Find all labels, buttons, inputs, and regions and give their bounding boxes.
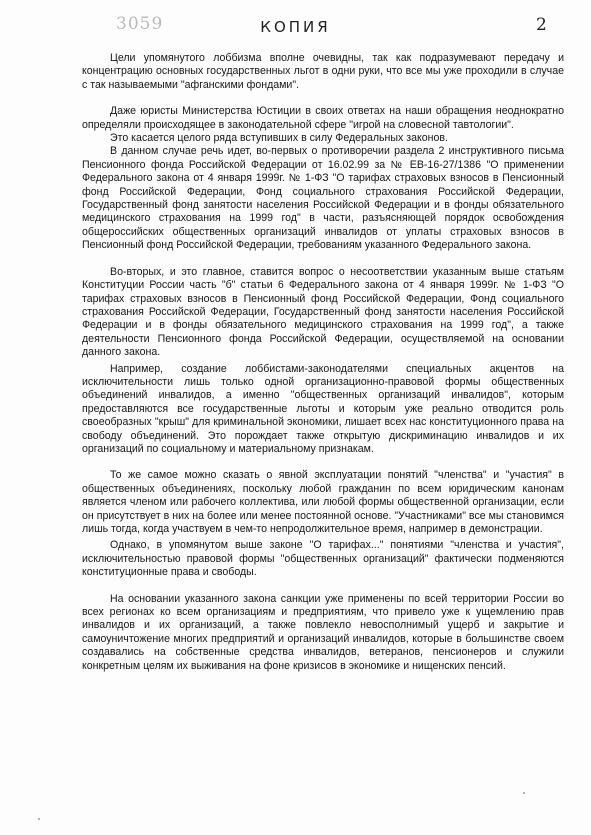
paragraph-ministry-justice: Даже юристы Министерства Юстиции в своих ответах на наши обращения неоднократно определяли происходящее в законодательной сфере "игрой на словесной тавтологии". xyxy=(82,105,564,131)
copy-mark: КОПИЯ xyxy=(260,18,331,36)
paragraph-tariffs-law: Однако, в упомянутом выше законе "О тарифах..." понятиями "членства и участия", исключительностью правовой формы "общественных организаций" фактически подменяются конституционные права и свободы. xyxy=(82,539,564,579)
scan-speck xyxy=(38,818,40,820)
paragraph-first-contradiction: В данном случае речь идет, во-первых о противоречии раздела 2 инструктивного письма Пенсионного фонда Российской Федерации от 16.02.99 за № ЕВ-16-27/1386 "О применении Федерального закона от 4 января 1999г. № 1-ФЗ "О тарифах страховых взносов в Пенсионный фонд Российской Федерации, Фонд социального страхования Российской Федерации, Государственный фонд занятости населения Российской Федерации и в фонды обязательного медицинского страхования на 1999 год" в части, разъясняющей порядок освобождения общероссийских общественных организаций инвалидов от уплаты страховых взносов в Пенсионный фонд Российской Федерации, требованиям указанного Федерального закона. xyxy=(82,145,564,252)
scan-speck xyxy=(523,792,525,794)
paragraph-sanctions: На основании указанного закона санкции уже применены по всей территории России во всех регионах ко всем организациям и предприятиям, что привело уже к ущемлению прав инвалидов и их организаций, а также повлекло невосполнимый ущерб и закрытие и самоуничтожение многих предприятий и организаций инвалидов, которые в большинстве своем создавались на собственные средства инвалидов, ветеранов, пенсионеров и служили конкретным целям их выживания на фоне кризисов в экономике и нищенских пенсий. xyxy=(82,592,564,672)
paragraph-example-lobbyists: Например, создание лоббистами-законодателями специальных акцентов на исключительности лишь только одной организационно-правовой формы общественных объединений инвалидов, а именно "общественных организаций инвалидов", которым предоставляются все государственные льготы и которым уже реально отводится роль своеобразных "крыш" для криминальной экономики, лишает всех нас конституционного права на свободу объединений. Это порождает также открытую дискриминацию инвалидов и их организаций по социальному и материальному признакам. xyxy=(82,362,564,455)
paragraph-membership-participation: То же самое можно сказать о явной эксплуатации понятий "членства" и "участия" в общественных объединениях, поскольку любой гражданин по всем юридическим канонам является членом или рабочего коллектива, или любой формы общественной организации, если он присутствует в них на более или менее постоянной основе. "Участниками" все мы становимся лишь тогда, когда участвуем в чем-то непродолжительное время, например в демонстрации. xyxy=(82,469,564,535)
page-number: 2 xyxy=(536,15,547,35)
paragraph-lobbying-goals: Цели упомянутого лоббизма вполне очевидны, так как подразумевают передачу и концентрацию основных государственных льгот в одни руки, что все мы уже проходили в случае с так называемыми "афганскими фондами". xyxy=(82,52,564,91)
registration-stamp-number: 3059 xyxy=(116,14,164,34)
letter-body xyxy=(82,52,564,673)
paragraph-federal-laws: Это касается целого ряда вступивших в силу Федеральных законов. xyxy=(110,132,448,145)
paragraph-second-contradiction: Во-вторых, и это главное, ставится вопрос о несоответствии указанным выше статьям Конституции России часть "б" статьи 6 Федерального закона от 4 января 1999г. № 1-ФЗ "О тарифах страховых взносов в Пенсионный фонд Российской Федерации, Фонд социального страхования Российской Федерации, Государственный фонд занятости населения Российской Федерации и в фонды обязательного медицинского страхования на 1999 год", а также деятельности Пенсионного фонда Российской Федерации, осуществляемой на основании данного закона. xyxy=(82,265,564,359)
